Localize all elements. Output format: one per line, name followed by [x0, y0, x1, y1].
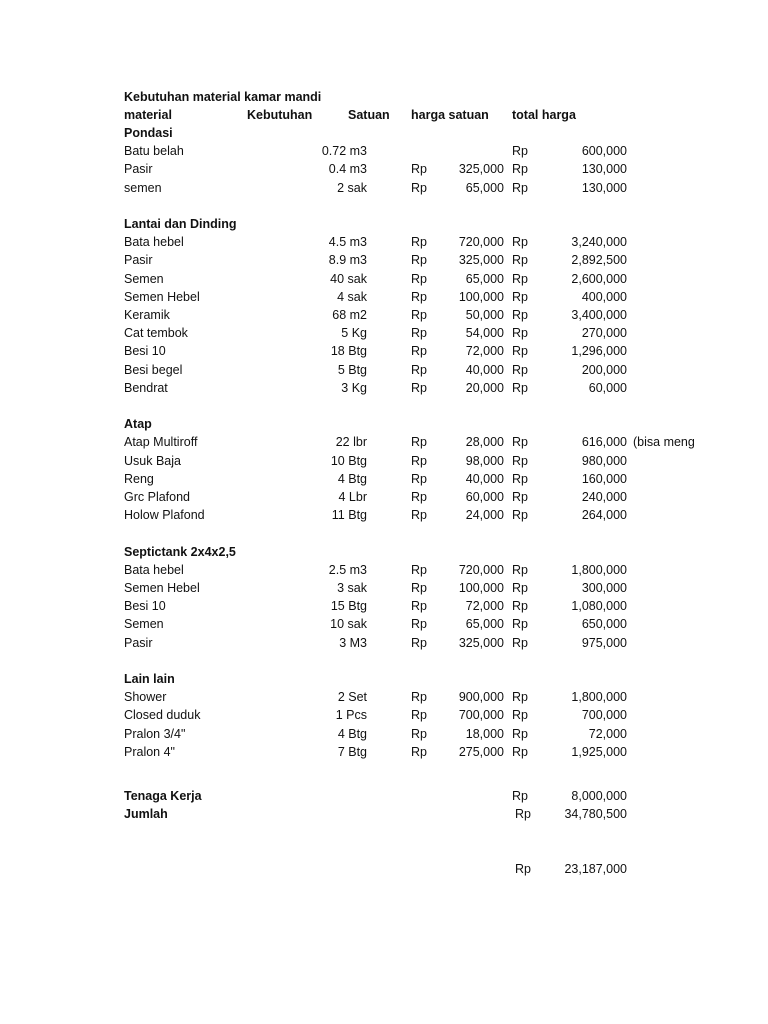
item-quantity: 5 Kg	[341, 326, 367, 341]
item-name: Holow Plafond	[124, 508, 205, 523]
table-row	[0, 615, 768, 633]
unit-price: 100,000	[458, 581, 504, 595]
unit-price-currency: Rp	[411, 744, 427, 759]
header-total-harga: total harga	[512, 108, 576, 122]
total-price: 1,296,000	[571, 344, 627, 359]
item-name: Pralon 3/4"	[124, 726, 186, 741]
total-currency: Rp	[512, 490, 528, 504]
unit-price-currency: Rp	[411, 581, 427, 595]
total-price: 300,000	[581, 581, 627, 595]
unit-price: 325,000	[458, 162, 504, 177]
table-row	[0, 688, 768, 706]
table-row	[0, 433, 768, 451]
item-quantity: 4 sak	[337, 289, 367, 304]
unit-price-currency: Rp	[411, 599, 427, 614]
table-row	[0, 251, 768, 269]
item-quantity: 2 Set	[337, 690, 367, 705]
unit-price-currency: Rp	[411, 708, 427, 723]
total-currency: Rp	[512, 144, 528, 159]
item-quantity: 4 Lbr	[338, 490, 367, 504]
item-quantity: 3 Kg	[341, 380, 367, 395]
total-price: 160,000	[581, 471, 627, 486]
section-title-row	[0, 543, 768, 561]
unit-price: 65,000	[465, 617, 504, 632]
item-quantity: 68 m2	[332, 308, 367, 322]
total-currency: Rp	[512, 235, 528, 250]
total-price: 200,000	[581, 362, 627, 377]
unit-price: 65,000	[465, 180, 504, 195]
unit-price-currency: Rp	[411, 508, 427, 523]
unit-price-currency: Rp	[411, 308, 427, 322]
unit-price: 40,000	[465, 471, 504, 486]
unit-price-currency: Rp	[411, 289, 427, 304]
item-name: Closed duduk	[124, 708, 201, 723]
item-name: Besi begel	[124, 362, 183, 377]
total-price: 650,000	[581, 617, 627, 632]
tenaga-kerja-row	[0, 787, 768, 805]
sheet-title: Kebutuhan material kamar mandi	[124, 90, 322, 104]
total-currency: Rp	[512, 617, 528, 632]
item-quantity: 4.5 m3	[328, 235, 367, 250]
table-row	[0, 561, 768, 579]
unit-price-currency: Rp	[411, 635, 427, 650]
item-name: Pasir	[124, 635, 153, 650]
item-quantity: 11 Btg	[331, 508, 367, 523]
table-row	[0, 725, 768, 743]
item-note: (bisa meng	[633, 435, 695, 450]
total-price: 975,000	[581, 635, 627, 650]
item-quantity: 15 Btg	[330, 599, 367, 614]
total-currency: Rp	[512, 162, 528, 177]
total-currency: Rp	[512, 435, 528, 450]
section-title: Lain lain	[124, 672, 175, 686]
total-price: 700,000	[581, 708, 627, 723]
unit-price-currency: Rp	[411, 471, 427, 486]
table-row	[0, 452, 768, 470]
item-name: Besi 10	[124, 344, 166, 359]
total-currency: Rp	[512, 289, 528, 304]
total-currency: Rp	[512, 380, 528, 395]
item-name: Semen	[124, 271, 164, 286]
section-title-row	[0, 670, 768, 688]
table-row	[0, 743, 768, 761]
total-currency: Rp	[512, 326, 528, 341]
unit-price-currency: Rp	[411, 617, 427, 632]
item-name: Grc Plafond	[124, 490, 191, 504]
unit-price: 325,000	[458, 253, 504, 268]
header-material: material	[124, 108, 172, 122]
item-quantity: 5 Btg	[337, 362, 367, 377]
item-name: Pasir	[124, 253, 153, 268]
table-row	[0, 379, 768, 397]
item-name: Besi 10	[124, 599, 166, 614]
jumlah-label: Jumlah	[124, 807, 168, 821]
total-price: 1,080,000	[571, 599, 627, 614]
header-satuan: Satuan	[348, 108, 390, 122]
header-harga-satuan: harga satuan	[411, 108, 489, 122]
tenaga-kerja-label: Tenaga Kerja	[124, 789, 202, 803]
item-quantity: 22 lbr	[335, 435, 367, 450]
unit-price: 900,000	[458, 690, 504, 705]
item-name: Bata hebel	[124, 562, 184, 577]
item-name: Bata hebel	[124, 235, 184, 250]
total-price: 130,000	[581, 180, 627, 195]
unit-price: 24,000	[465, 508, 504, 523]
table-row	[0, 361, 768, 379]
total-price: 3,240,000	[571, 235, 627, 250]
total-price: 1,800,000	[571, 562, 627, 577]
table-row	[0, 488, 768, 506]
total-currency: Rp	[512, 453, 528, 468]
total-currency: Rp	[512, 180, 528, 195]
jumlah-row	[0, 805, 768, 823]
item-name: Atap Multiroff	[124, 435, 198, 450]
table-row	[0, 142, 768, 160]
table-row	[0, 506, 768, 524]
total-currency: Rp	[512, 308, 528, 322]
table-row	[0, 324, 768, 342]
item-name: Cat tembok	[124, 326, 188, 341]
unit-price: 50,000	[465, 308, 504, 322]
item-name: Keramik	[124, 308, 170, 322]
item-name: Semen	[124, 617, 164, 632]
unit-price: 60,000	[465, 490, 504, 504]
unit-price-currency: Rp	[411, 162, 427, 177]
unit-price: 54,000	[465, 326, 504, 341]
table-row	[0, 634, 768, 652]
table-row	[0, 706, 768, 724]
total-price: 3,400,000	[571, 308, 627, 322]
unit-price: 325,000	[458, 635, 504, 650]
unit-price-currency: Rp	[411, 235, 427, 250]
total-currency: Rp	[512, 508, 528, 523]
item-name: Batu belah	[124, 144, 184, 159]
total-currency: Rp	[512, 344, 528, 359]
unit-price: 20,000	[465, 380, 504, 395]
item-quantity: 2.5 m3	[328, 562, 367, 577]
unit-price-currency: Rp	[411, 326, 427, 341]
total-price: 72,000	[588, 726, 627, 741]
section-title: Septictank 2x4x2,5	[124, 544, 236, 559]
item-quantity: 2 sak	[337, 180, 367, 195]
total-currency: Rp	[512, 562, 528, 577]
item-name: Pralon 4"	[124, 744, 175, 759]
unit-price-currency: Rp	[411, 726, 427, 741]
total-price: 600,000	[581, 144, 627, 159]
total-currency: Rp	[512, 581, 528, 595]
extra-total-currency: Rp	[515, 862, 531, 876]
unit-price: 72,000	[465, 344, 504, 359]
unit-price: 28,000	[465, 435, 504, 450]
item-name: Pasir	[124, 162, 153, 177]
total-price: 60,000	[588, 380, 627, 395]
total-currency: Rp	[512, 744, 528, 759]
total-price: 2,892,500	[571, 253, 627, 268]
unit-price: 40,000	[465, 362, 504, 377]
item-quantity: 3 M3	[339, 635, 367, 650]
item-quantity: 10 Btg	[330, 453, 367, 468]
total-currency: Rp	[512, 362, 528, 377]
total-price: 264,000	[581, 508, 627, 523]
table-row	[0, 179, 768, 197]
item-name: Semen Hebel	[124, 289, 200, 304]
item-quantity: 7 Btg	[337, 744, 367, 759]
tenaga-kerja-total: 8,000,000	[571, 789, 627, 803]
item-quantity: 4 Btg	[337, 726, 367, 741]
item-name: semen	[124, 180, 162, 195]
unit-price-currency: Rp	[411, 453, 427, 468]
item-name: Semen Hebel	[124, 581, 200, 595]
unit-price: 100,000	[458, 289, 504, 304]
unit-price-currency: Rp	[411, 271, 427, 286]
unit-price-currency: Rp	[411, 380, 427, 395]
section-title: Atap	[124, 417, 152, 432]
item-name: Shower	[124, 690, 167, 705]
jumlah-total: 34,780,500	[564, 807, 627, 821]
item-quantity: 1 Pcs	[335, 708, 367, 723]
total-currency: Rp	[512, 471, 528, 486]
unit-price: 700,000	[458, 708, 504, 723]
extra-total-row	[0, 860, 768, 878]
table-row	[0, 160, 768, 178]
unit-price-currency: Rp	[411, 362, 427, 377]
item-quantity: 8.9 m3	[328, 253, 367, 268]
total-price: 616,000	[581, 435, 627, 450]
item-quantity: 10 sak	[330, 617, 367, 632]
item-quantity: 4 Btg	[337, 471, 367, 486]
extra-total-value: 23,187,000	[564, 862, 627, 876]
total-price: 270,000	[581, 326, 627, 341]
table-row	[0, 270, 768, 288]
unit-price-currency: Rp	[411, 253, 427, 268]
item-name: Reng	[124, 471, 154, 486]
total-price: 240,000	[581, 490, 627, 504]
header-kebutuhan: Kebutuhan	[247, 108, 313, 122]
item-quantity: 0.72 m3	[321, 144, 367, 159]
table-row	[0, 342, 768, 360]
table-row	[0, 470, 768, 488]
section-title-row	[0, 215, 768, 233]
section-title-row	[0, 124, 768, 142]
section-title-row	[0, 415, 768, 433]
item-quantity: 40 sak	[330, 271, 367, 286]
total-currency: Rp	[512, 708, 528, 723]
unit-price: 72,000	[465, 599, 504, 614]
item-quantity: 0.4 m3	[328, 162, 367, 177]
unit-price: 275,000	[458, 744, 504, 759]
unit-price: 720,000	[458, 235, 504, 250]
unit-price: 98,000	[465, 453, 504, 468]
total-price: 400,000	[581, 289, 627, 304]
tenaga-kerja-currency: Rp	[512, 789, 528, 803]
unit-price: 18,000	[465, 726, 504, 741]
total-currency: Rp	[512, 599, 528, 614]
unit-price: 720,000	[458, 562, 504, 577]
total-price: 2,600,000	[571, 271, 627, 286]
table-row	[0, 597, 768, 615]
unit-price-currency: Rp	[411, 690, 427, 705]
table-row	[0, 579, 768, 597]
total-currency: Rp	[512, 635, 528, 650]
item-quantity: 3 sak	[337, 581, 367, 595]
unit-price-currency: Rp	[411, 344, 427, 359]
total-price: 980,000	[581, 453, 627, 468]
item-name: Bendrat	[124, 380, 168, 395]
section-title: Pondasi	[124, 126, 173, 140]
title-row	[0, 88, 768, 106]
total-currency: Rp	[512, 271, 528, 286]
unit-price-currency: Rp	[411, 180, 427, 195]
item-name: Usuk Baja	[124, 453, 181, 468]
unit-price-currency: Rp	[411, 435, 427, 450]
unit-price-currency: Rp	[411, 490, 427, 504]
unit-price: 65,000	[465, 271, 504, 286]
total-currency: Rp	[512, 253, 528, 268]
table-row	[0, 233, 768, 251]
table-row	[0, 288, 768, 306]
total-price: 130,000	[581, 162, 627, 177]
header-row	[0, 106, 768, 124]
jumlah-currency: Rp	[515, 807, 531, 821]
total-price: 1,800,000	[571, 690, 627, 705]
item-quantity: 18 Btg	[330, 344, 367, 359]
total-currency: Rp	[512, 726, 528, 741]
section-title: Lantai dan Dinding	[124, 217, 237, 231]
table-row	[0, 306, 768, 324]
total-price: 1,925,000	[571, 744, 627, 759]
unit-price-currency: Rp	[411, 562, 427, 577]
total-currency: Rp	[512, 690, 528, 705]
